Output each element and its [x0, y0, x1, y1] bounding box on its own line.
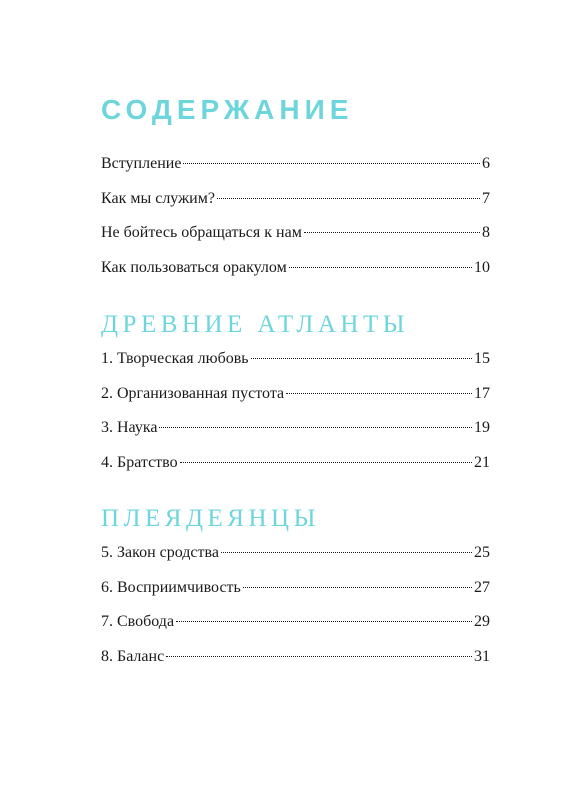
toc-entry-page: 6 [482, 155, 490, 172]
toc-entry[interactable] [101, 154, 490, 189]
toc-entry-page: 7 [482, 189, 490, 207]
toc-entry-page: 10 [474, 258, 490, 276]
toc-entry-title: 3. Наука [101, 419, 158, 436]
dot-leader [166, 656, 472, 657]
toc-entry[interactable] [101, 349, 490, 384]
pleiadians-toc-list [101, 543, 490, 681]
dot-leader [183, 163, 480, 164]
toc-entry[interactable] [101, 384, 490, 419]
toc-entry-title: 4. Братство [101, 453, 178, 471]
dot-leader [221, 552, 472, 553]
toc-entry[interactable] [101, 647, 490, 682]
dot-leader [180, 462, 472, 463]
toc-entry-page: 15 [474, 350, 490, 367]
dot-leader [243, 587, 472, 588]
toc-entry-page: 29 [474, 613, 490, 630]
toc-entry-title: Не бойтесь обращаться к нам [101, 224, 302, 241]
toc-entry[interactable] [101, 578, 490, 613]
toc-entry-title: 5. Закон сродства [101, 544, 219, 561]
toc-entry[interactable] [101, 189, 490, 224]
dot-leader [251, 358, 472, 359]
toc-entry-page: 19 [474, 419, 490, 436]
toc-entry-title: 2. Организованная пустота [101, 384, 285, 402]
contents-title: СОДЕРЖАНИЕ [101, 94, 354, 125]
section-heading-atlanteans: ДРЕВНИЕ АТЛАНТЫ [101, 311, 410, 338]
toc-entry-page: 17 [474, 384, 490, 402]
toc-entry-page: 25 [474, 544, 490, 561]
toc-entry-title: 7. Свобода [101, 613, 175, 630]
toc-entry-title: 1. Творческая любовь [101, 350, 249, 367]
toc-entry-page: 21 [474, 453, 490, 471]
atlanteans-toc-list [101, 349, 490, 487]
toc-entry[interactable] [101, 223, 490, 258]
toc-entry-title: 8. Баланс [101, 647, 165, 665]
toc-entry-page: 31 [474, 647, 490, 665]
toc-entry[interactable] [101, 418, 490, 453]
toc-entry-page: 27 [474, 578, 490, 596]
toc-entry[interactable] [101, 612, 490, 647]
toc-entry[interactable] [101, 543, 490, 578]
toc-entry[interactable] [101, 453, 490, 488]
dot-leader [304, 232, 480, 233]
toc-entry-title: Как пользоваться оракулом [101, 258, 287, 276]
dot-leader [286, 393, 472, 394]
toc-entry-page: 8 [482, 224, 490, 241]
intro-toc-list [101, 154, 490, 292]
dot-leader [289, 267, 472, 268]
toc-entry-title: Вступление [101, 155, 182, 172]
toc-entry-title: 6. Восприимчивость [101, 578, 241, 596]
dot-leader [176, 621, 472, 622]
toc-entry[interactable] [101, 258, 490, 293]
section-heading-pleiadians: ПЛЕЯДЕЯНЦЫ [101, 505, 320, 532]
dot-leader [159, 427, 472, 428]
dot-leader [217, 198, 480, 199]
toc-entry-title: Как мы служим? [101, 189, 215, 207]
